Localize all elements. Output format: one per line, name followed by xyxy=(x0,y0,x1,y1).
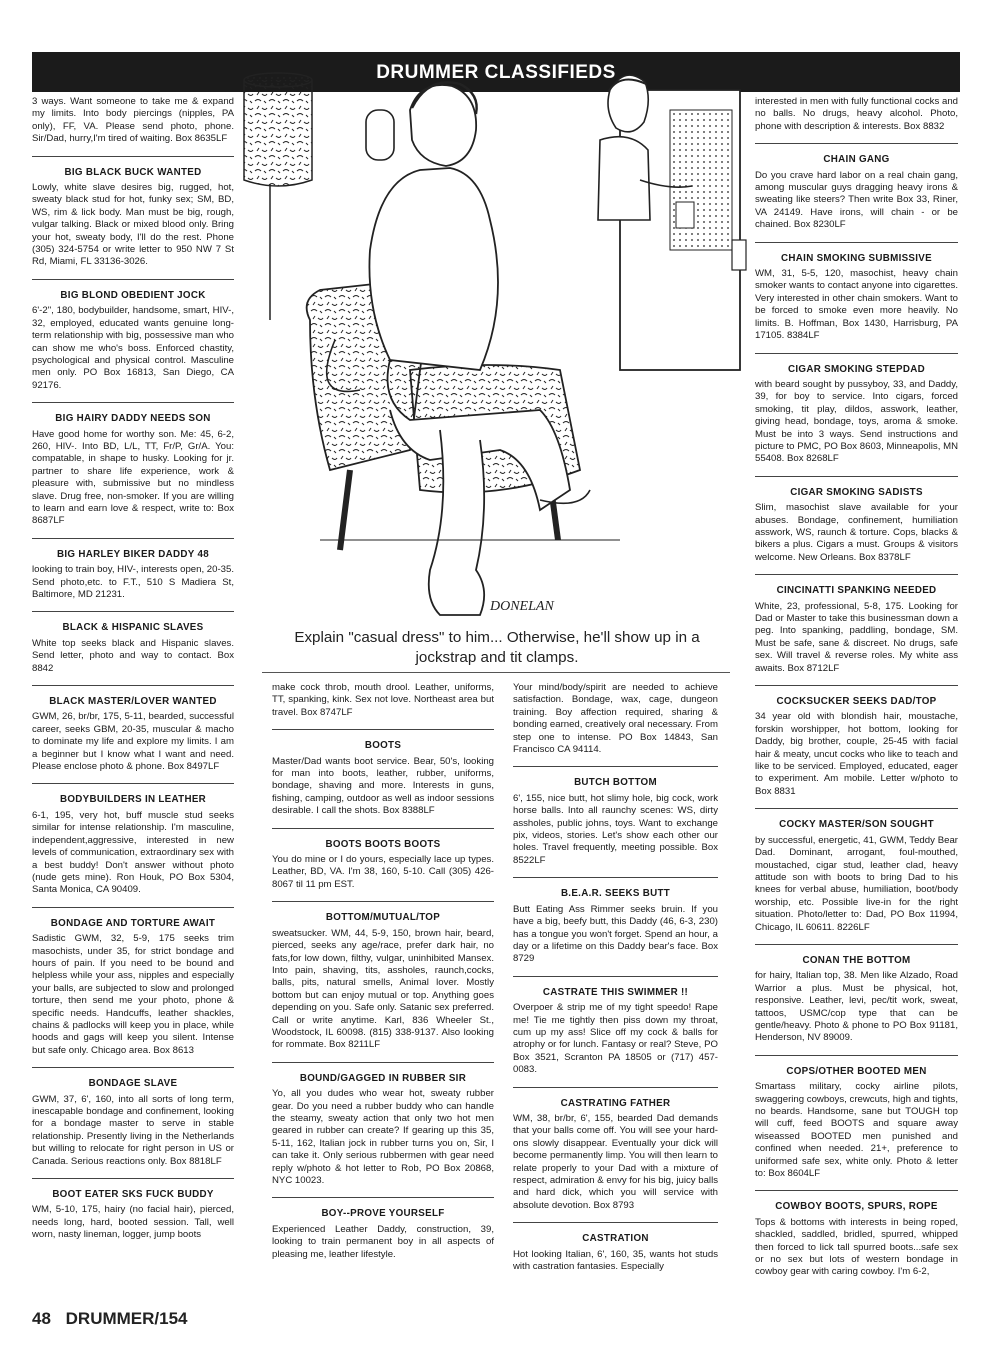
entry-title: CASTRATE THIS SWIMMER !! xyxy=(542,986,689,998)
classified-entry xyxy=(32,622,234,675)
entry-body: WM, 5-10, 175, hairy (no facial hair), pierced, needs long, hard, booted session. Tall, well worn, nasty lineman, logger, jump boots xyxy=(32,1204,234,1241)
classified-entry xyxy=(755,96,958,133)
entry-divider xyxy=(755,685,958,686)
entry-title: BOTTOM/MUTUAL/TOP xyxy=(325,912,441,924)
classifieds-column-1 xyxy=(32,96,234,1242)
entry-body: You do mine or I do yours, especially lace up types. Leather, BD, VA. I'm 38, 160, 5-10. Call (305) 426-8067 til 11 pm EST. xyxy=(272,854,494,890)
classifieds-column-3 xyxy=(513,682,718,1273)
entry-divider xyxy=(32,1067,234,1068)
classified-entry xyxy=(755,696,958,798)
entry-title: CHAIN GANG xyxy=(823,154,890,166)
entry-title: BIG BLACK BUCK WANTED xyxy=(64,166,202,178)
classified-entry xyxy=(755,819,958,934)
entry-title: CASTRATION xyxy=(582,1233,649,1245)
entry-body: White, 23, professional, 5-8, 175. Looking for Dad or Master to take this businessman down a peg. Into spanking, paddling, bondage, SM. Must be safe, sane & discreet. No drugs, safe sex. Will travel & reverse roles. My white ass awaits. Box 8712LF xyxy=(755,600,958,674)
classified-entry xyxy=(272,740,494,817)
entry-title: BOOTS xyxy=(364,740,402,752)
entry-body: White top seeks black and Hispanic slaves. Send letter, photo and way to contact. Box 8842 xyxy=(32,637,234,674)
classified-entry xyxy=(272,1208,494,1261)
entry-body: 3 ways. Want someone to take me & expand my limits. Into body piercings (nipples, PA only), FF, VA. Please send photo, phone. Sir/Dad, hurry,I'm tired of waiting. Box 8635LF xyxy=(32,96,234,145)
classified-entry xyxy=(513,682,718,756)
entry-body: GWM, 26, br/br, 175, 5-11, bearded, successful career, seeks GBM, 20-35, muscular & macho to dominate my life and explore my limits. I am a beginner but I know what I want and need. Please enclose photo & phone. Box 8497LF xyxy=(32,711,234,773)
entry-title: BONDAGE SLAVE xyxy=(88,1078,178,1090)
entry-divider xyxy=(755,1190,958,1191)
page-footer xyxy=(32,1309,188,1329)
classified-entry xyxy=(755,1201,958,1278)
entry-body: with beard sought by pussyboy, 33, and Daddy, 39, for boy to service. Into cigars, forced smoking, tit play, dildos, asswork, leather, giving head, bondage, toys, aroma & smoke. Must be into 3 ways. Send instructions and picture to PMC, PO Box 8603, Minneapolis, MN 55408. Box 8268LF xyxy=(755,378,958,465)
entry-divider xyxy=(513,1087,718,1088)
entry-title: COPS/OTHER BOOTED MEN xyxy=(786,1065,927,1077)
entry-body: Lowly, white slave desires big, rugged, hot, sweaty black stud for hot, funky sex; SM, BD, WS, rim & lick body. Man must be big, rough, vulgar talking. Black or mixed blood only. Bring your hot, sweaty body, I'll do the rest. Phone (305) 324-5754 or write letter to 950 NW 7 St Rd, Miami, FL 33136-3026. xyxy=(32,182,234,268)
entry-divider xyxy=(272,729,494,730)
entry-body: sweatsucker. WM, 44, 5-9, 150, brown hair, beard, pierced, seeks any age/race, prefer dark hair, no fats,for low down, filthy, vulgar, uninhibited Mansex. Into pain, shaving, tits, assholes, raunch,cocks, balls, pits, natural smells, Animal lover. Mostly bottom but can enjoy mutual or top. Anything goes depending on you. Safe only. Satanic sex preferred. Call or write anytime. Karl, 836 Wheeler St., Woodstock, IL 60098. (815) 338-9137. Also looking for rommate. Box 8211LF xyxy=(272,927,494,1051)
entry-title: BOUND/GAGGED IN RUBBER SIR xyxy=(299,1072,467,1084)
entry-body: interested in men with fully functional cocks and no balls. No drugs, heavy alcohol. Photo, phone with description & interests. Box 8832 xyxy=(755,96,958,132)
classified-entry xyxy=(32,413,234,528)
entry-divider xyxy=(755,476,958,477)
entry-title: CONAN THE BOTTOM xyxy=(802,954,911,966)
entry-body: Yo, all you dudes who wear hot, sweaty rubber gear. Do you need a rubber buddy who can handle the steamy, sweaty action that only two hot men geared in rubber can create? If gearing up this 35, 5-11, 162, Italian jock in rubber turns you on, Sir, I can take it. Only serious rubbermen with gear need reply w/photo & hot letter to Rob, PO Box 20868, NYC 10023. xyxy=(272,1088,494,1186)
entry-divider xyxy=(755,944,958,945)
classified-entry xyxy=(32,290,234,392)
entry-title: BONDAGE AND TORTURE AWAIT xyxy=(50,917,216,929)
entry-divider xyxy=(755,808,958,809)
entry-body: for hairy, Italian top, 38. Men like Alzado, Road Warrior a plus. Must be physical, hot, responsive. Leather, levi, pec/tit work, sweat, tattoos, USMC/cop type that can be gentle/heavy. Photo & phone to PO Box 91181, Henderson, NV 89009. xyxy=(755,970,958,1044)
classified-entry xyxy=(32,167,234,269)
entry-body: Do you crave hard labor on a real chain gang, among muscular guys dragging heavy irons & sweating like steers? Then write Box 33, Riner, VA 24149. Have irons, will chain - or be chained. Box 8230LF xyxy=(755,169,958,231)
doorway xyxy=(620,90,746,370)
entry-title: CIGAR SMOKING STEPDAD xyxy=(788,363,925,375)
entry-divider xyxy=(513,877,718,878)
entry-body: Sadistic GWM, 32, 5-9, 175 seeks trim masochists, under 35, for strict bondage and hours of pain. If you need to be bound and helpless while your ass, nipples and especially your balls, are subjected to slow and prolonged torture, then send me your photo, phone & specific needs. Handcuffs, leather shackles, chains & padlocks will keep you in place, while hoods and gags will keep you silent. Intense but safe only. Chicago area. Box 8613 xyxy=(32,933,234,1056)
classified-entry xyxy=(272,682,494,719)
entry-divider xyxy=(32,402,234,403)
entry-title: BIG HAIRY DADDY NEEDS SON xyxy=(55,413,211,425)
classified-entry xyxy=(32,96,234,146)
classified-entry xyxy=(32,1078,234,1168)
entry-body: WM, 31, 5-5, 120, masochist, heavy chain smoker wants to contact anyone into cigarettes. Very interested in other chain smokers. Want to be forced to smoke even more heavily. No limits. B. Hoffman, Box 1430, Harrisburg, PA 17105. 8384LF xyxy=(755,268,958,342)
entry-title: BLACK & HISPANIC SLAVES xyxy=(62,622,204,634)
entry-divider xyxy=(32,156,234,157)
entry-body: 6'-2", 180, bodybuilder, handsome, smart, HIV-, 32, employed, educated wants genuine long-term relationship with big, possessive man who can show me who's boss. Enforced chastity, psychological and physical control. Masculine men only. PO Box 16813, San Diego, CA 92176. xyxy=(32,305,234,391)
entry-divider xyxy=(513,976,718,977)
classified-entry xyxy=(755,253,958,343)
entry-divider xyxy=(272,901,494,902)
entry-title: COWBOY BOOTS, SPURS, ROPE xyxy=(775,1201,938,1213)
entry-title: COCKY MASTER/SON SOUGHT xyxy=(779,819,934,831)
caption-divider xyxy=(262,672,730,673)
entry-divider xyxy=(755,353,958,354)
classifieds-column-2 xyxy=(272,682,494,1261)
entry-body: looking to train boy, HIV-, interests open, 20-35. Send photo,etc. to F.T., 510 S Madiera St, Baltimore, MD 21231. xyxy=(32,564,234,600)
entry-body: Your mind/body/spirit are needed to achieve satisfaction. Bondage, wax, cage, dungeon training. Boy affection required, sharing & bonding earned, creatively oral necessary. From step one to intense. PO Box 14843, San Francisco CA 94114. xyxy=(513,682,718,756)
entry-title: BIG BLOND OBEDIENT JOCK xyxy=(60,289,206,301)
entry-divider xyxy=(513,1222,718,1223)
entry-body: make cock throb, mouth drool. Leather, uniforms, TT, spanking, kink. Sex not love. Northeast area but travel. Box 8747LF xyxy=(272,682,494,718)
entry-body: GWM, 37, 6', 160, into all sorts of long term, inescapable bondage and confinement, looking for a bondage master to serve in stable relationship. Presently living in the Netherlands but willing to relocate for right person in US or Canada. Serious reactions only. Box 8818LF xyxy=(32,1093,234,1167)
classified-entry xyxy=(755,955,958,1045)
entry-divider xyxy=(32,538,234,539)
classified-entry xyxy=(513,987,718,1077)
entry-title: BOOTS BOOTS BOOTS xyxy=(325,838,441,850)
classified-entry xyxy=(513,888,718,965)
page-title: DRUMMER CLASSIFIEDS xyxy=(376,62,616,83)
entry-body: Smartass military, cocky airline pilots, swaggering cowboys, crewcuts, high and tights, no beards. Handsome, sane but TOUGH top will cuff, feed BOOTS and square away wiseassed BOOTED men punished and confined when needed. 21+, preference to uniformed safe sex, white only. Photo & letter to: Box 8604LF xyxy=(755,1081,958,1180)
classified-entry xyxy=(32,696,234,773)
entry-title: CASTRATING FATHER xyxy=(560,1097,671,1109)
entry-title: COCKSUCKER SEEKS DAD/TOP xyxy=(776,696,937,708)
entry-body: Hot looking Italian, 6', 160, 35, wants hot studs with castration fantasies. Especially xyxy=(513,1248,718,1273)
classified-entry xyxy=(755,364,958,466)
entry-title: BOY--PROVE YOURSELF xyxy=(321,1208,445,1220)
entry-body: Have good home for worthy son. Me: 45, 6-2, 260, HIV-. Into BD, L/L, TT, Fr/P, Gr/A. You: compatable, in shape to husky. Looking for jr. partner to share life experience, work & pleasure with, submissive but no mindless slave. Drug free, non-smoker. If you are willing to learn and earn love & respect, write to: Box 8687LF xyxy=(32,428,234,527)
entry-title: CHAIN SMOKING SUBMISSIVE xyxy=(781,252,932,264)
entry-title: CIGAR SMOKING SADISTS xyxy=(790,486,923,498)
entry-divider xyxy=(32,783,234,784)
entry-body: 6', 155, nice butt, hot slimy hole, big cock, work horse balls. Into all raunchy scenes: WS, dirty assholes, public johns, toys. Want to exchange pix, videos, stories. Let's show each other our holes. Travel frequently, meeting possible. Box 8522LF xyxy=(513,792,718,866)
classified-entry xyxy=(32,1189,234,1242)
artist-signature: DONELAN xyxy=(490,599,554,614)
cartoon-illustration xyxy=(240,70,752,630)
classified-entry xyxy=(513,777,718,867)
entry-body: Tops & bottoms with interests in being roped, shackled, saddled, bridled, spurred, whipped then forced to lick tall spurred boots...safe sex or no sex but lots of western bondage in cowboy gear with caring cowboy. I'm 6-2, xyxy=(755,1216,958,1278)
classified-entry xyxy=(272,839,494,892)
entry-divider xyxy=(513,766,718,767)
classified-entry xyxy=(755,154,958,231)
entry-body: Experienced Leather Daddy, construction, 39, looking to train permanent boy in all aspects of pleasing me, leather lifestyle. xyxy=(272,1223,494,1260)
entry-divider xyxy=(755,242,958,243)
cartoon-caption: Explain "casual dress" to him... Otherwise, he'll show up in a jockstrap and tit clamps. xyxy=(294,629,700,666)
classified-entry xyxy=(513,1098,718,1213)
classified-entry xyxy=(272,912,494,1051)
classified-entry xyxy=(513,1233,718,1273)
entry-divider xyxy=(32,907,234,908)
entry-divider xyxy=(272,828,494,829)
entry-body: Slim, masochist slave available for your abuses. Bondage, confinement, humiliation asswork, WS, raunch & torture. Cops, blacks & bikers a plus. Cigars a must. Groups & visitors welcome. New Orleans. Box 8378LF xyxy=(755,502,958,563)
classified-entry xyxy=(755,585,958,675)
classified-entry xyxy=(272,1073,494,1188)
classifieds-column-4 xyxy=(755,96,958,1279)
entry-body: Butt Eating Ass Rimmer seeks bruin. If you have a big, beefy butt, this Daddy (46, 6-3, 230) has a tongue you won't forget. Spend an hour, a day or a lifetime on this Daddy bear's face. Box 8729 xyxy=(513,903,718,965)
entry-body: 6-1, 195, very hot, buff muscle stud seeks similar for intense relationship. I'm masculine, independent,aggressive, interested in new levels of communication, extraordinary sex with a best buddy! Don't answer without photo (nude gets mine). Ron Houk, PO Box 5304, Santa Monica, CA 90409. xyxy=(32,809,234,896)
entry-title: BUTCH BOTTOM xyxy=(574,777,657,789)
entry-title: BOOT EATER SKS FUCK BUDDY xyxy=(52,1189,214,1201)
entry-body: WM, 38, br/br, 6', 155, bearded Dad demands that your balls come off. You will see your hard-ons slowly disappear. Eventually your dick will become permanently limp. You will then learn to relate properly to your Dad with a mixture of respect, admiration & envy for his big, juicy balls and hard dick, which you will service with absolute devotion. Box 8793 xyxy=(513,1112,718,1211)
entry-body: Overpoer & strip me of my tight speedo! Rape me! Tie me tightly then piss down my throat, cum up my ass! Slice off my cock & balls for atrophy or for lunch. Fantasy or real? Steve, PO Box 3521, Scranton PA 18505 or (717) 457-0083. xyxy=(513,1002,718,1076)
entry-title: CINCINATTI SPANKING NEEDED xyxy=(776,585,937,597)
entry-body: 34 year old with blondish hair, moustache, forskin worshipper, hot bottom, looking for Daddy, big brother, couple, 25-45 with facial hair & meaty, uncut cocks who like to teach and like to be serviced. Employed, educated, eager to experiment. Am mobile. Letter w/photo to Box 8831 xyxy=(755,711,958,797)
classified-entry xyxy=(32,794,234,896)
entry-title: BLACK MASTER/LOVER WANTED xyxy=(49,696,217,708)
entry-divider xyxy=(32,685,234,686)
entry-divider xyxy=(32,611,234,612)
entry-divider xyxy=(272,1197,494,1198)
lamp xyxy=(244,73,312,320)
classified-entry xyxy=(755,1066,958,1181)
entry-divider xyxy=(32,279,234,280)
classified-entry xyxy=(755,487,958,564)
publication-name: DRUMMER/154 xyxy=(65,1309,188,1328)
entry-body: Master/Dad wants boot service. Bear, 50's, looking for man into boots, leather, rubber, uniforms, bondage, shaving and more. Interests in guns, fishing, camping, outdoor as well as indoor sessions desirable. I call the shots. Box 8388LF xyxy=(272,755,494,817)
entry-divider xyxy=(272,1062,494,1063)
entry-divider xyxy=(32,1178,234,1179)
entry-body: by successful, energetic, 41, GWM, Teddy Bear Dad. Dominant, arrogant, foul-mouthed, moustached, cigar stud, leather clad, heavy attitude son with boots to bring Dad to his knees for verbal abuse, humiliation, boot/body worship, etc. Possible live-in for the right situation. Photo/letter to: Dad, PO Box 11994, Chicago, IL 60611. 8226LF xyxy=(755,834,958,933)
entry-divider xyxy=(755,574,958,575)
classified-entry xyxy=(32,918,234,1057)
classified-entry xyxy=(32,549,234,602)
entry-title: B.E.A.R. SEEKS BUTT xyxy=(560,888,671,900)
entry-title: BODYBUILDERS IN LEATHER xyxy=(59,794,207,806)
entry-divider xyxy=(755,143,958,144)
page-number: 48 xyxy=(32,1309,51,1328)
entry-title: BIG HARLEY BIKER DADDY 48 xyxy=(57,548,209,560)
entry-divider xyxy=(755,1055,958,1056)
